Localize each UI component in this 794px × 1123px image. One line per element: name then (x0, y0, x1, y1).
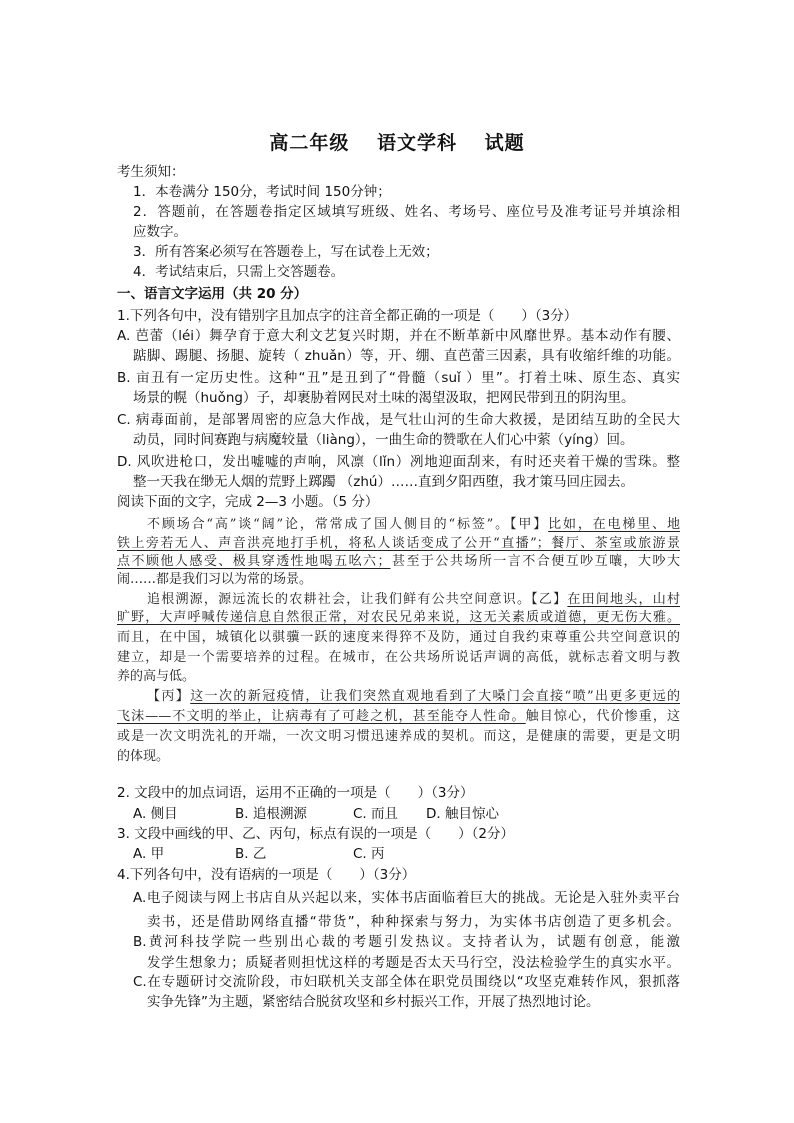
passage-line: 建立，却是一个需要培养的过程。在城市，在公共场所说话声调的高低，就标志着文明与教 (117, 650, 680, 665)
q2-option-a: A. 侧目 (133, 806, 178, 822)
underlined-sentence-jia: 点不顾他人感受、极具穿透性地喝五吆六； (117, 554, 391, 569)
notice-item: 2．答题前，在答题卷指定区域填写班级、姓名、考场号、座位号及准考证号并填涂相 (133, 204, 680, 220)
passage-line: 闹……都是我们习以为常的场景。 (117, 572, 313, 587)
q1-option-line: 整一天我在缈无人烟的荒野上踯躅 （zhú）……直到夕阳西堕，我才策马回庄园去。 (133, 474, 634, 490)
q4-option-line: 实争先锋”为主题，紧密结合脱贫攻坚和乡村振兴工作，开展了热烈地讨论。 (147, 994, 600, 1010)
page-title (0, 128, 794, 155)
notice-item: 1．本卷满分 150分，考试时间 150分钟； (133, 184, 391, 200)
q4-option-line: A.电子阅读与网上书店自从兴起以来，实体书店面临着巨大的挑战。无论是入驻外卖平台 (133, 890, 680, 906)
notice-item: 3．所有答案必须写在答题卷上，写在试卷上无效； (133, 244, 439, 260)
passage-text: 不顾场合“高”谈“阔”论，常常成了国人侧目的“标签”。【甲】 (147, 517, 549, 532)
q4-option-line: 卖书，还是借助网络直播“带货”，种种探索与努力，为实体书店创造了更多机会。 (147, 914, 680, 930)
underlined-sentence-yi: 旷野，大声呼喊传递信息自然很正常，对农民兄弟来说，这无关素质或道德，更无伤大雅。 (117, 610, 680, 625)
underlined-sentence-bing: 飞沫——不文明的举止，让病毒有了可趁之机，甚至能夺人性命。 (117, 709, 526, 724)
reading-intro: 阅读下面的文字，完成 2—3 小题。（5 分） (117, 494, 379, 510)
q2-options (133, 805, 680, 823)
q3-stem: 3. 文段中画线的甲、乙、丙句，标点有误的一项是（ ）（2分） (117, 826, 515, 842)
passage-line (117, 553, 680, 571)
underlined-sentence-yi: 在田间地头，山村 (567, 592, 680, 607)
passage-text: 触目惊心，代价惨重，这 (525, 709, 680, 724)
passage-line (117, 708, 680, 726)
q2-stem: 2. 文段中的加点词语，运用不正确的一项是（ ）（3分） (117, 785, 474, 801)
underlined-sentence-jia: 比如，在电梯里、地 (548, 517, 680, 532)
passage-text: 甚至于公共场所一言不合便互吵互嚷，大吵大 (390, 554, 680, 569)
passage-line: 或是一次文明洗礼的开端，一次文明习惯迅速养成的契机。而这，是健康的需要，更是文明 (117, 729, 680, 744)
q1-option-line: 场景的幌（huǒng）子，却裹胁着网民对土味的渴望汲取，把网民带到丑的阴沟里。 (133, 390, 635, 406)
notice-item: 4．考试结束后，只需上交答题卷。 (133, 264, 345, 280)
q3-options (133, 845, 680, 863)
underlined-sentence-bing: 这一次的新冠疫情，让我们突然直观地看到了大嗓门会直接“喷”出更多更远的 (190, 689, 680, 704)
q3-option-c: C. 丙 (353, 846, 385, 862)
q1-option-line: B. 亩丑有一定历史性。这种“丑”是丑到了“骨髓（suǐ ）里”。打着土味、原生态、真实 (117, 370, 680, 386)
passage-line: 而且，在中国，城镇化以骐骥一跃的速度来得猝不及防，通过自我约束尊重公共空间意识的 (117, 630, 680, 645)
notice-item: 应数字。 (133, 224, 187, 240)
q2-option-c: C. 而且 (353, 806, 399, 822)
q1-option-line: 踮脚、踢腿、扬腿、旋转（ zhuǎn）等，开、绷、直芭蕾三因素，具有收缩纤维的功能。 (133, 348, 680, 364)
q2-option-b: B. 追根溯源 (235, 806, 307, 822)
q4-option-line: B.黄河科技学院一些别出心裁的考题引发热议。支持者认为，试题有创意，能激 (133, 934, 680, 950)
underlined-sentence-jia: 铁上旁若无人、声音洪亮地打手机，将私人谈话变成了公开“直播”；餐厅、茶室或旅游景 (117, 536, 680, 551)
notice-heading: 考生须知： (117, 164, 185, 180)
passage-line (147, 591, 680, 609)
q1-stem: 1.下列各句中，没有错别字且加点字的注音全都正确的一项是（ ）（3分） (117, 308, 578, 324)
q1-option-line: D. 风吹进枪口，发出嘘嘘的声响，风凛（lǐn）冽地迎面刮来，有时还夹着干燥的雪珠。整 (117, 454, 680, 470)
passage-line (147, 516, 680, 534)
q4-stem: 4.下列各句中，没有语病的一项是（ ）（3分） (117, 867, 416, 883)
q3-option-b: B. 乙 (235, 846, 267, 862)
q1-option-line: A. 芭蕾（léi）舞孕育于意大利文艺复兴时期，并在不断革新中风靡世界。基本动作有腰、 (117, 328, 680, 344)
title-kind: 试题 (484, 132, 525, 154)
title-subject: 语文学科 (376, 132, 457, 154)
passage-text: 【丙】 (147, 689, 191, 704)
q3-option-a: A. 甲 (133, 846, 165, 862)
q1-option-line: 动员，同时间赛跑与病魔较量（liàng），一曲生命的赞歌在人们心中萦（yíng）回。 (133, 432, 634, 448)
passage-line (147, 688, 680, 706)
q4-option-line: 发学生想象力；质疑者则担忧这样的考题是否太天马行空，没法检验学生的真实水平。 (147, 955, 680, 971)
section-heading: 一、语言文字运用（共 20 分） (117, 286, 308, 302)
q4-option-line: C.在专题研讨交流阶段，市妇联机关支部全体在职党员围绕以“攻坚克难转作风，狠抓落 (133, 974, 680, 990)
q2-option-d: D. 触目惊心 (426, 806, 499, 822)
passage-line: 养的高与低。 (117, 669, 196, 684)
passage-line: 的体现。 (117, 749, 170, 764)
passage-text: 追根溯源，源远流长的农耕社会，让我们鲜有公共空间意识。【乙】 (147, 592, 568, 607)
title-grade: 高二年级 (269, 132, 350, 154)
q1-option-line: C. 病毒面前，是部署周密的应急大作战，是气壮山河的生命大救援，是团结互助的全民大 (117, 412, 680, 428)
